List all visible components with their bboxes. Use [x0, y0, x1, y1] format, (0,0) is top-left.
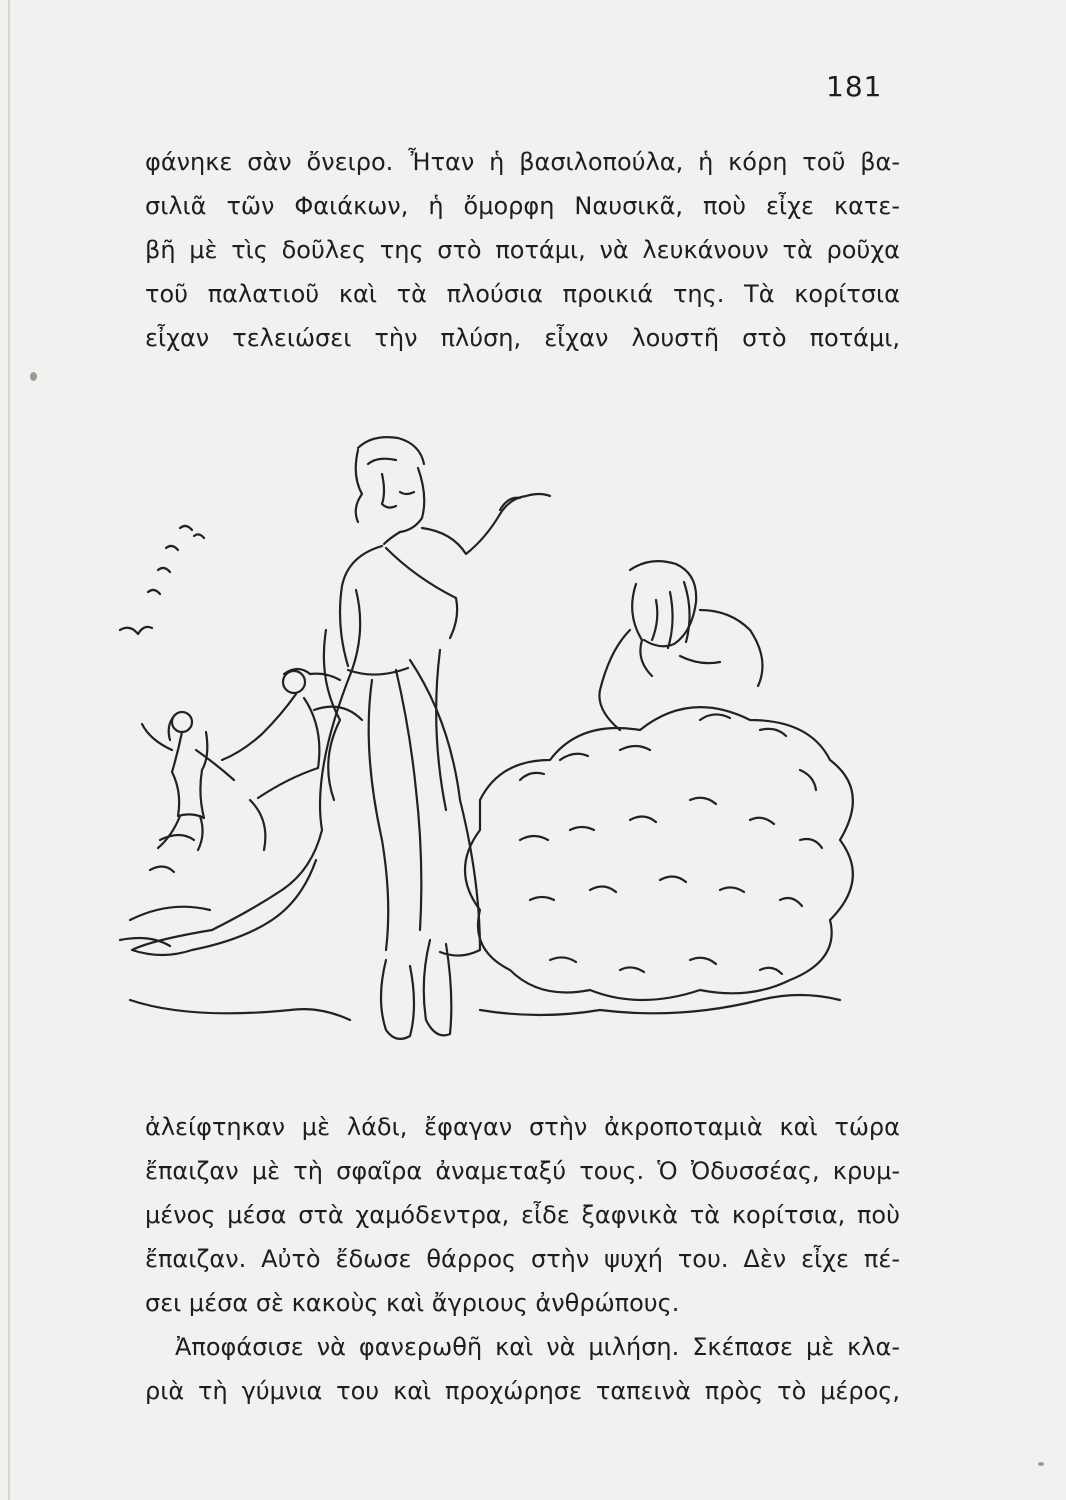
- girl-left: [142, 712, 234, 850]
- text-line: ἔπαιζαν μὲ τὴ σφαῖρα ἀναμεταξύ τους. Ὁ Ὀδυσσέας, κρυμ-: [145, 1157, 900, 1185]
- text-line: ριὰ τὴ γύμνια του καὶ προχώρησε ταπεινὰ πρὸς τὸ μέρος,: [145, 1377, 900, 1405]
- nausicaa-figure: [130, 437, 550, 1039]
- text-line: σιλιᾶ τῶν Φαιάκων, ἡ ὄμορφη Ναυσικᾶ, ποὺ εἶχε κατε-: [145, 192, 900, 220]
- page-number: 181: [826, 70, 883, 103]
- paragraph-top: [145, 140, 900, 360]
- text-line: ἀλείφτηκαν μὲ λάδι, ἔφαγαν στὴν ἀκροποταμιὰ καὶ τώρα: [145, 1113, 900, 1141]
- odysseus-figure: [599, 561, 762, 730]
- illustration-nausicaa-odysseus: [100, 420, 900, 1080]
- text-line: τοῦ παλατιοῦ καὶ τὰ πλούσια προικιά της. Τὰ κορίτσια: [145, 280, 900, 308]
- illustration-drawing: [100, 420, 900, 1080]
- text-line: μένος μέσα στὰ χαμόδεντρα, εἶδε ξαφνικὰ τὰ κορίτσια, ποὺ: [145, 1201, 900, 1229]
- girl-center: [222, 669, 362, 798]
- text-line: βῆ μὲ τὶς δοῦλες της στὸ ποτάμι, νὰ λευκάνουν τὰ ροῦχα: [145, 236, 900, 264]
- dust-speck: [1038, 1462, 1044, 1466]
- text-line: ἔπαιζαν. Αὐτὸ ἔδωσε θάρρος στὴν ψυχή του. Δὲν εἶχε πέ-: [145, 1245, 900, 1273]
- birds: [120, 526, 204, 634]
- paragraph-bottom: [145, 1105, 900, 1413]
- text-line: εἶχαν τελειώσει τὴν πλύση, εἶχαν λουστῆ στὸ ποτάμι,: [145, 324, 900, 352]
- text-line: σει μέσα σὲ κακοὺς καὶ ἄγριους ἀνθρώπους.: [145, 1289, 680, 1317]
- page-edge-shadow: [8, 0, 10, 1500]
- dust-speck: [30, 372, 37, 381]
- text-line: Ἀποφάσισε νὰ φανερωθῆ καὶ νὰ μιλήση. Σκέπασε μὲ κλα-: [175, 1333, 900, 1361]
- text-line: φάνηκε σὰν ὄνειρο. Ἦταν ἡ βασιλοπούλα, ἡ κόρη τοῦ βα-: [145, 148, 900, 176]
- bushes: [120, 707, 853, 1015]
